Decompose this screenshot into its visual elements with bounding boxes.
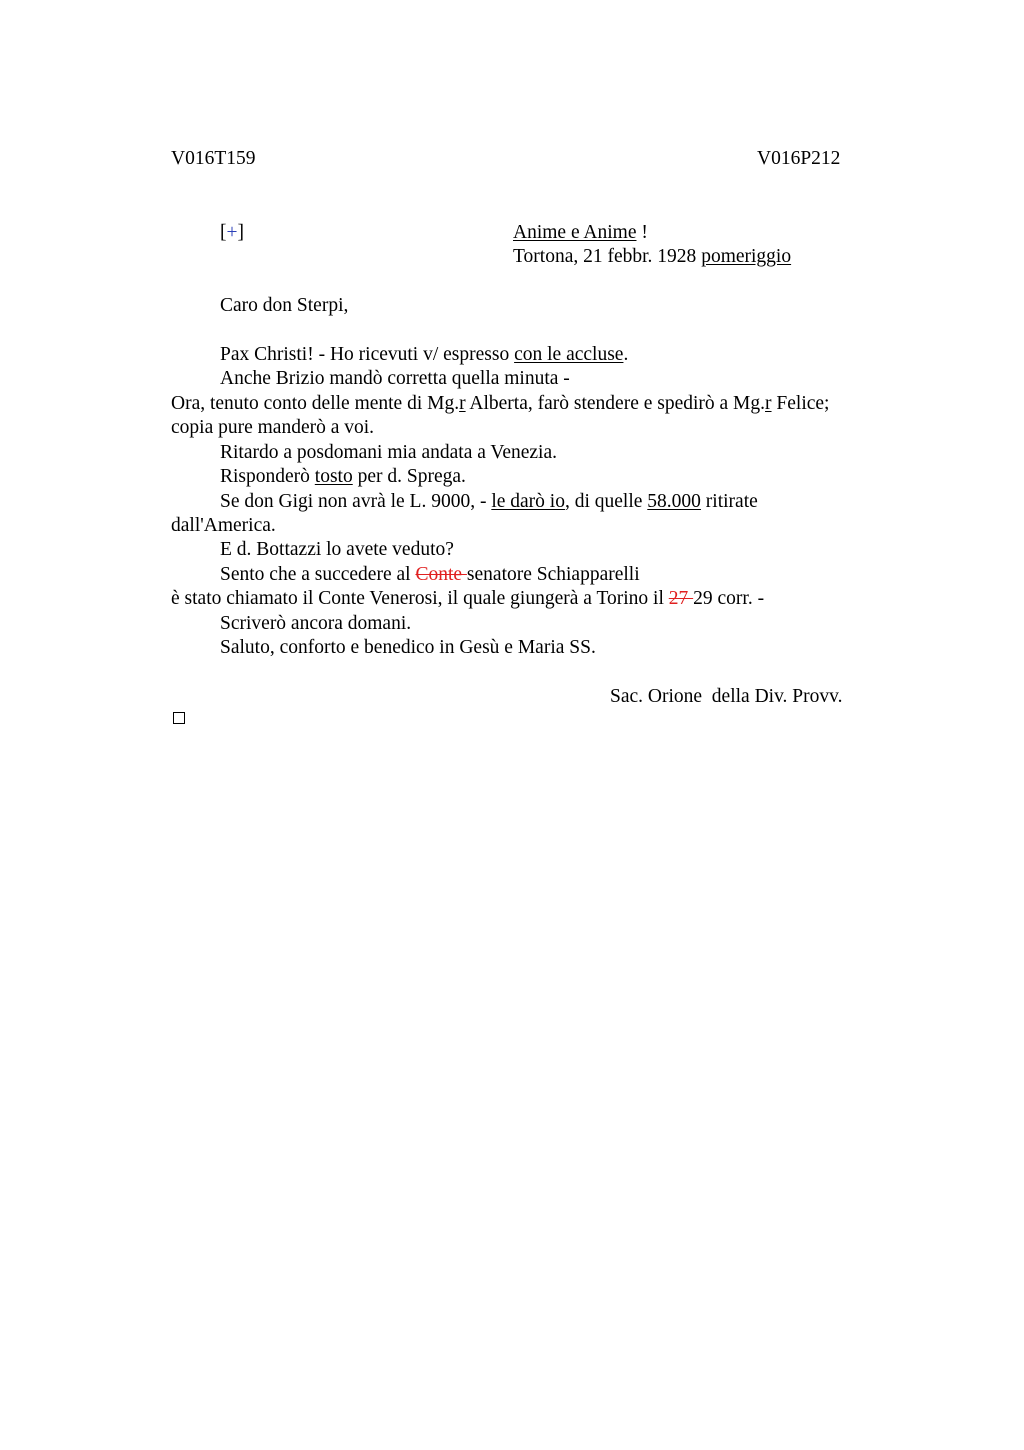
body-line-8: dall'America.: [171, 515, 276, 536]
body-line-5: Ritardo a posdomani mia andata a Venezia.: [220, 442, 557, 463]
body-line-2: Anche Brizio mandò corretta quella minuta -: [220, 368, 570, 389]
underlined-text: r: [459, 393, 466, 414]
dateline: [513, 247, 791, 267]
body-line-13: Saluto, conforto e benedico in Gesù e Maria SS.: [220, 637, 596, 658]
underlined-text: 58.000: [647, 491, 701, 512]
body-line-4: copia pure manderò a voi.: [171, 417, 375, 438]
document-code-right: V016P212: [757, 148, 841, 169]
bracket-close: ]: [237, 222, 244, 243]
text-run: Ora, tenuto conto delle mente di Mg.: [171, 393, 460, 414]
body-line-3: [171, 394, 829, 414]
body-line-12: Scriverò ancora domani.: [220, 613, 412, 634]
insertion-marker: [220, 223, 244, 243]
title-underlined: Anime e Anime: [513, 222, 637, 243]
text-run: Sento che a succedere al: [220, 564, 416, 585]
body-line-10: [220, 565, 640, 585]
underlined-text: le darò io: [491, 491, 565, 512]
text-run: Se don Gigi non avrà le L. 9000, -: [220, 491, 492, 512]
deleted-text: 27: [668, 588, 694, 609]
dateline-underlined: pomeriggio: [701, 246, 792, 267]
text-run: 29 corr. -: [693, 588, 765, 609]
text-run: Pax Christi! - Ho ricevuti v/ espresso: [220, 344, 515, 365]
text-run: Risponderò: [220, 466, 315, 487]
plus-mark: +: [226, 222, 238, 243]
body-line-6: [220, 467, 466, 487]
body-line-7: [220, 492, 758, 512]
dateline-text: Tortona, 21 febbr. 1928: [513, 246, 702, 267]
underlined-text: con le accluse: [514, 344, 624, 365]
text-run: ritirate: [700, 491, 758, 512]
deleted-text: Conte: [415, 564, 467, 585]
underlined-text: r: [765, 393, 772, 414]
text-run: , di quelle: [564, 491, 648, 512]
body-line-1: [220, 345, 628, 365]
title-suffix: !: [636, 222, 648, 243]
underlined-text: tosto: [314, 466, 353, 487]
text-run: Felice;: [771, 393, 830, 414]
body-line-9: E d. Bottazzi lo avete veduto?: [220, 539, 454, 560]
bracket-open: [: [220, 222, 227, 243]
text-run: Alberta, farò stendere e spedirò a Mg.: [465, 393, 766, 414]
letter-title: [513, 223, 648, 243]
end-marker-box-icon: [173, 712, 185, 724]
salutation: Caro don Sterpi,: [220, 295, 349, 316]
signature: Sac. Orione della Div. Provv.: [610, 686, 843, 707]
text-run: .: [623, 344, 629, 365]
text-run: è stato chiamato il Conte Venerosi, il quale giungerà a Torino il: [171, 588, 669, 609]
text-run: senatore Schiapparelli: [466, 564, 640, 585]
document-code-left: V016T159: [171, 148, 256, 169]
text-run: per d. Sprega.: [352, 466, 466, 487]
body-line-11: [171, 589, 764, 609]
